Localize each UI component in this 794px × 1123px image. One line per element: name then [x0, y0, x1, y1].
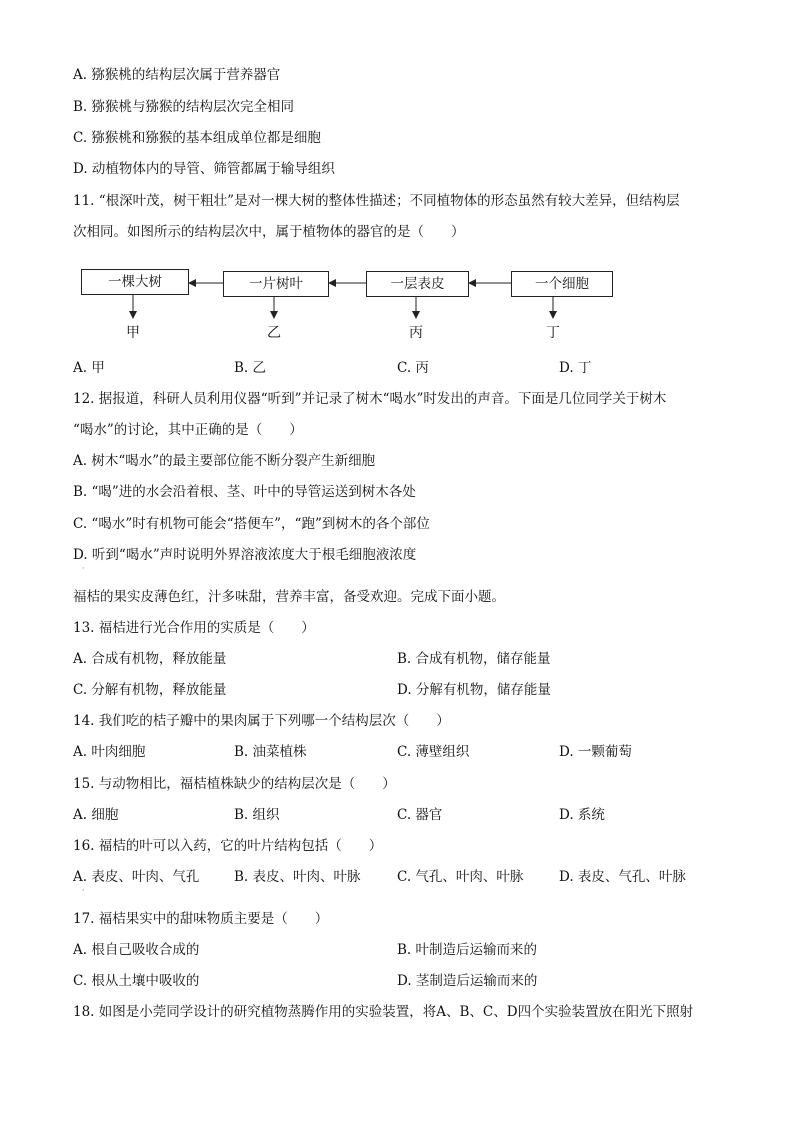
q17-options-row1 — [73, 941, 733, 959]
q16-options — [73, 868, 733, 886]
stray-mark-2: · — [82, 886, 85, 895]
q16-option-d: D. 表皮、气孔、叶脉 — [559, 869, 686, 885]
q11-stem-line2: 次相同。如图所示的结构层次中，属于植物体的器官的是（ ） — [73, 224, 465, 240]
q12-stem-line2: “喝水”的讨论，其中正确的是（ ） — [73, 422, 303, 438]
q15-option-c: C. 器官 — [397, 807, 443, 823]
q17-stem: 17. 福桔果实中的甜味物质主要是（ ） — [73, 911, 329, 927]
q10-option-d: D. 动植物体内的导管、筛管都属于输导组织 — [73, 161, 335, 177]
q12-option-c: C. “喝水”时有机物可能会“搭便车”，“跑”到树木的各个部位 — [73, 516, 430, 532]
q16-option-a: A. 表皮、叶肉、气孔 — [73, 869, 200, 885]
q13-options-row2 — [73, 681, 733, 699]
box-cell: 一个细胞 — [511, 271, 613, 297]
q13-option-b: B. 合成有机物，储存能量 — [397, 651, 551, 667]
q17-option-d: D. 茎制造后运输而来的 — [397, 973, 538, 989]
stray-mark: · — [82, 564, 85, 573]
label-jia: 甲 — [126, 325, 140, 341]
q12-option-a: A. 树木“喝水”的最主要部位能不断分裂产生新细胞 — [73, 453, 376, 469]
q14-stem: 14. 我们吃的桔子瓣中的果肉属于下列哪一个结构层次（ ） — [73, 713, 450, 729]
q17-option-a: A. 根自己吸收合成的 — [73, 942, 200, 958]
q12-option-d: D. 听到“喝水”声时说明外界溶液浓度大于根毛细胞液浓度 — [73, 547, 417, 563]
q16-stem: 16. 福桔的叶可以入药，它的叶片结构包括（ ） — [73, 838, 383, 854]
q12-stem-line1: 12. 据报道，科研人员利用仪器“听到”并记录了树木“喝水”时发出的声音。下面是几位同学关于树木 — [73, 391, 667, 407]
q14-options — [73, 743, 733, 761]
box-epidermis: 一层表皮 — [366, 271, 469, 297]
q15-options — [73, 806, 733, 824]
diagram-arrows — [0, 0, 794, 360]
label-ding: 丁 — [546, 325, 560, 341]
q11-stem-line1: 11. “根深叶茂，树干粗壮”是对一棵大树的整体性描述；不同植物体的形态虽然有较大差异，但结构层 — [73, 193, 680, 209]
q15-option-d: D. 系统 — [559, 807, 605, 823]
q14-option-b: B. 油菜植株 — [234, 744, 307, 760]
q17-options-row2 — [73, 972, 733, 990]
label-bing: 丙 — [409, 325, 423, 341]
q14-option-a: A. 叶肉细胞 — [73, 744, 146, 760]
q12-option-b: B. “喝”进的水会沿着根、茎、叶中的导管运送到树木各处 — [73, 484, 416, 500]
q11-options — [73, 359, 733, 377]
q16-option-c: C. 气孔、叶肉、叶脉 — [397, 869, 524, 885]
q11-option-c: C. 丙 — [397, 360, 429, 376]
box-leaf: 一片树叶 — [223, 271, 329, 297]
passage-intro: 福桔的果实皮薄色红，汁多味甜，营养丰富，备受欢迎。完成下面小题。 — [73, 589, 505, 605]
box-big-tree: 一棵大树 — [81, 269, 189, 295]
q10-option-a: A. 猕猴桃的结构层次属于营养器官 — [73, 67, 281, 83]
label-yi: 乙 — [267, 325, 281, 341]
q11-option-a: A. 甲 — [73, 360, 105, 376]
q10-option-c: C. 猕猴桃和猕猴的基本组成单位都是细胞 — [73, 130, 321, 146]
q18-stem: 18. 如图是小莞同学设计的研究植物蒸腾作用的实验装置，将A、B、C、D四个实验装置放在阳光下照射 — [73, 1004, 694, 1020]
q15-option-a: A. 细胞 — [73, 807, 119, 823]
q13-option-c: C. 分解有机物，释放能量 — [73, 682, 227, 698]
q13-option-a: A. 合成有机物，释放能量 — [73, 651, 227, 667]
q13-stem: 13. 福桔进行光合作用的实质是（ ） — [73, 620, 315, 636]
q10-option-b: B. 猕猴桃与猕猴的结构层次完全相同 — [73, 99, 295, 115]
q17-option-b: B. 叶制造后运输而来的 — [397, 942, 538, 958]
q15-option-b: B. 组织 — [234, 807, 280, 823]
q15-stem: 15. 与动物相比，福桔植株缺少的结构层次是（ ） — [73, 776, 396, 792]
q16-option-b: B. 表皮、叶肉、叶脉 — [234, 869, 361, 885]
q13-options-row1 — [73, 650, 733, 668]
q14-option-d: D. 一颗葡萄 — [559, 744, 632, 760]
q17-option-c: C. 根从土壤中吸收的 — [73, 973, 200, 989]
q11-option-d: D. 丁 — [559, 360, 592, 376]
q11-option-b: B. 乙 — [234, 360, 267, 376]
q13-option-d: D. 分解有机物，储存能量 — [397, 682, 551, 698]
q14-option-c: C. 薄壁组织 — [397, 744, 470, 760]
